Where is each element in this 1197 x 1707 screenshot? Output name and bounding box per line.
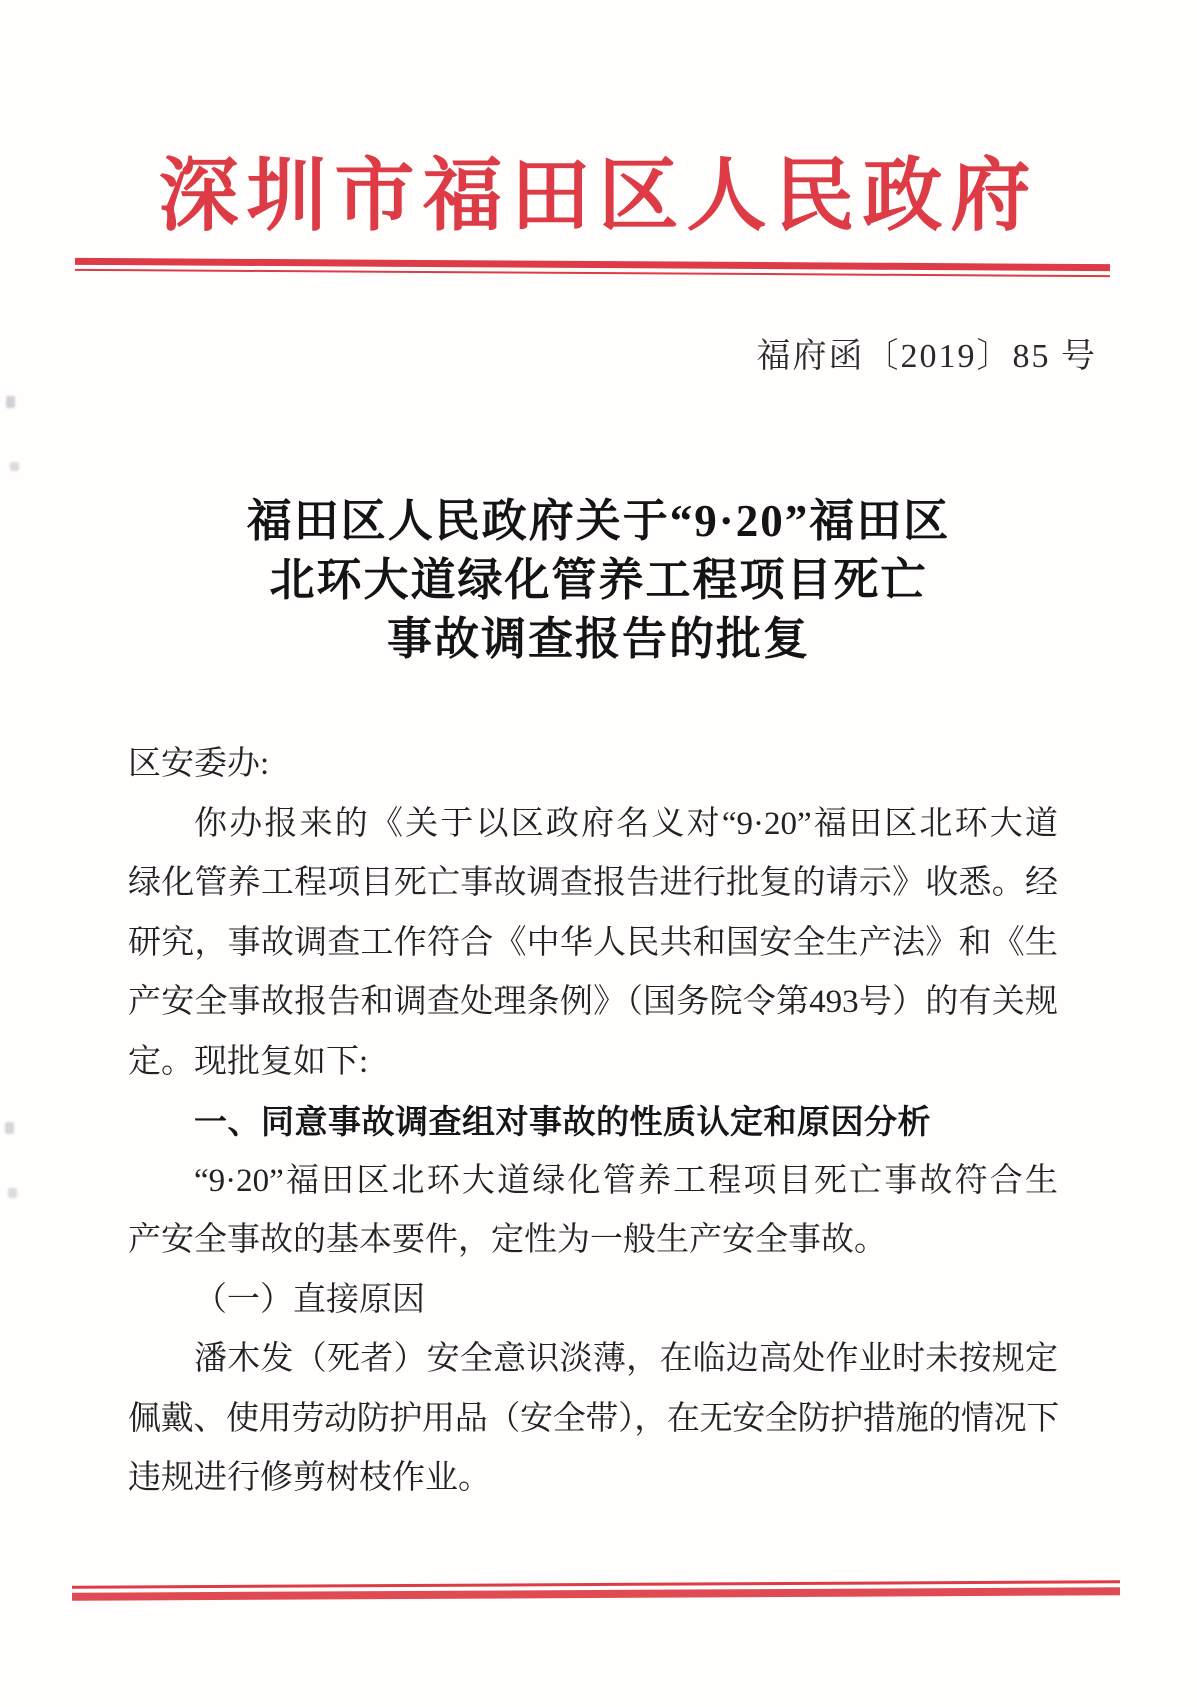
section-subheading: （一）直接原因 bbox=[194, 1281, 425, 1318]
scan-speck bbox=[8, 1188, 17, 1198]
paragraph-1-line-4: 产安全事故报告和调查处理条例》（国务院令第493号）的有关规 bbox=[128, 984, 1058, 1020]
document-title bbox=[0, 492, 1197, 669]
footer-rule-thick bbox=[72, 1587, 1120, 1600]
title-line-1: 福田区人民政府关于“9·20”福田区 bbox=[246, 496, 951, 546]
paragraph-2-line-1: “9·20”福田区北环大道绿化管养工程项目死亡事故符合生 bbox=[194, 1162, 1058, 1199]
paragraph-1-line-1: 你办报来的《关于以区政府名义对“9·20”福田区北环大道 bbox=[194, 805, 1058, 842]
document-body bbox=[128, 735, 1058, 1509]
paragraph-3-line-3: 违规进行修剪树枝作业。 bbox=[128, 1460, 491, 1496]
scan-speck bbox=[10, 462, 19, 471]
title-line-2: 北环大道绿化管养工程项目死亡 bbox=[269, 555, 928, 605]
title-line-3: 事故调查报告的批复 bbox=[386, 614, 810, 664]
document-number: 福府函〔2019〕85 号 bbox=[756, 338, 1097, 375]
paragraph-3-line-2: 佩戴、使用劳动防护用品（安全带），在无安全防护措施的情况下 bbox=[128, 1400, 1058, 1437]
salutation: 区安委办: bbox=[128, 746, 270, 782]
paragraph-1-line-5: 定。现批复如下: bbox=[128, 1043, 369, 1080]
letterhead-agency-name: 深圳市福田区人民政府 bbox=[158, 153, 1039, 241]
paragraph-2-line-2: 产安全事故的基本要件，定性为一般生产安全事故。 bbox=[128, 1222, 887, 1258]
letterhead-rule bbox=[75, 258, 1110, 277]
paragraph-1-line-3: 研究，事故调查工作符合《中华人民共和国安全生产法》和《生 bbox=[128, 924, 1058, 961]
paragraph-3-line-1: 潘木发（死者）安全意识淡薄，在临边高处作业时未按规定 bbox=[194, 1341, 1058, 1377]
footer-rule bbox=[72, 1580, 1120, 1600]
section-heading-1: 一、同意事故调查组对事故的性质认定和原因分析 bbox=[194, 1103, 931, 1140]
scan-speck bbox=[5, 1122, 14, 1134]
scan-speck bbox=[6, 396, 15, 408]
paragraph-1-line-2: 绿化管养工程项目死亡事故调查报告进行批复的请示》收悉。经 bbox=[128, 865, 1058, 901]
